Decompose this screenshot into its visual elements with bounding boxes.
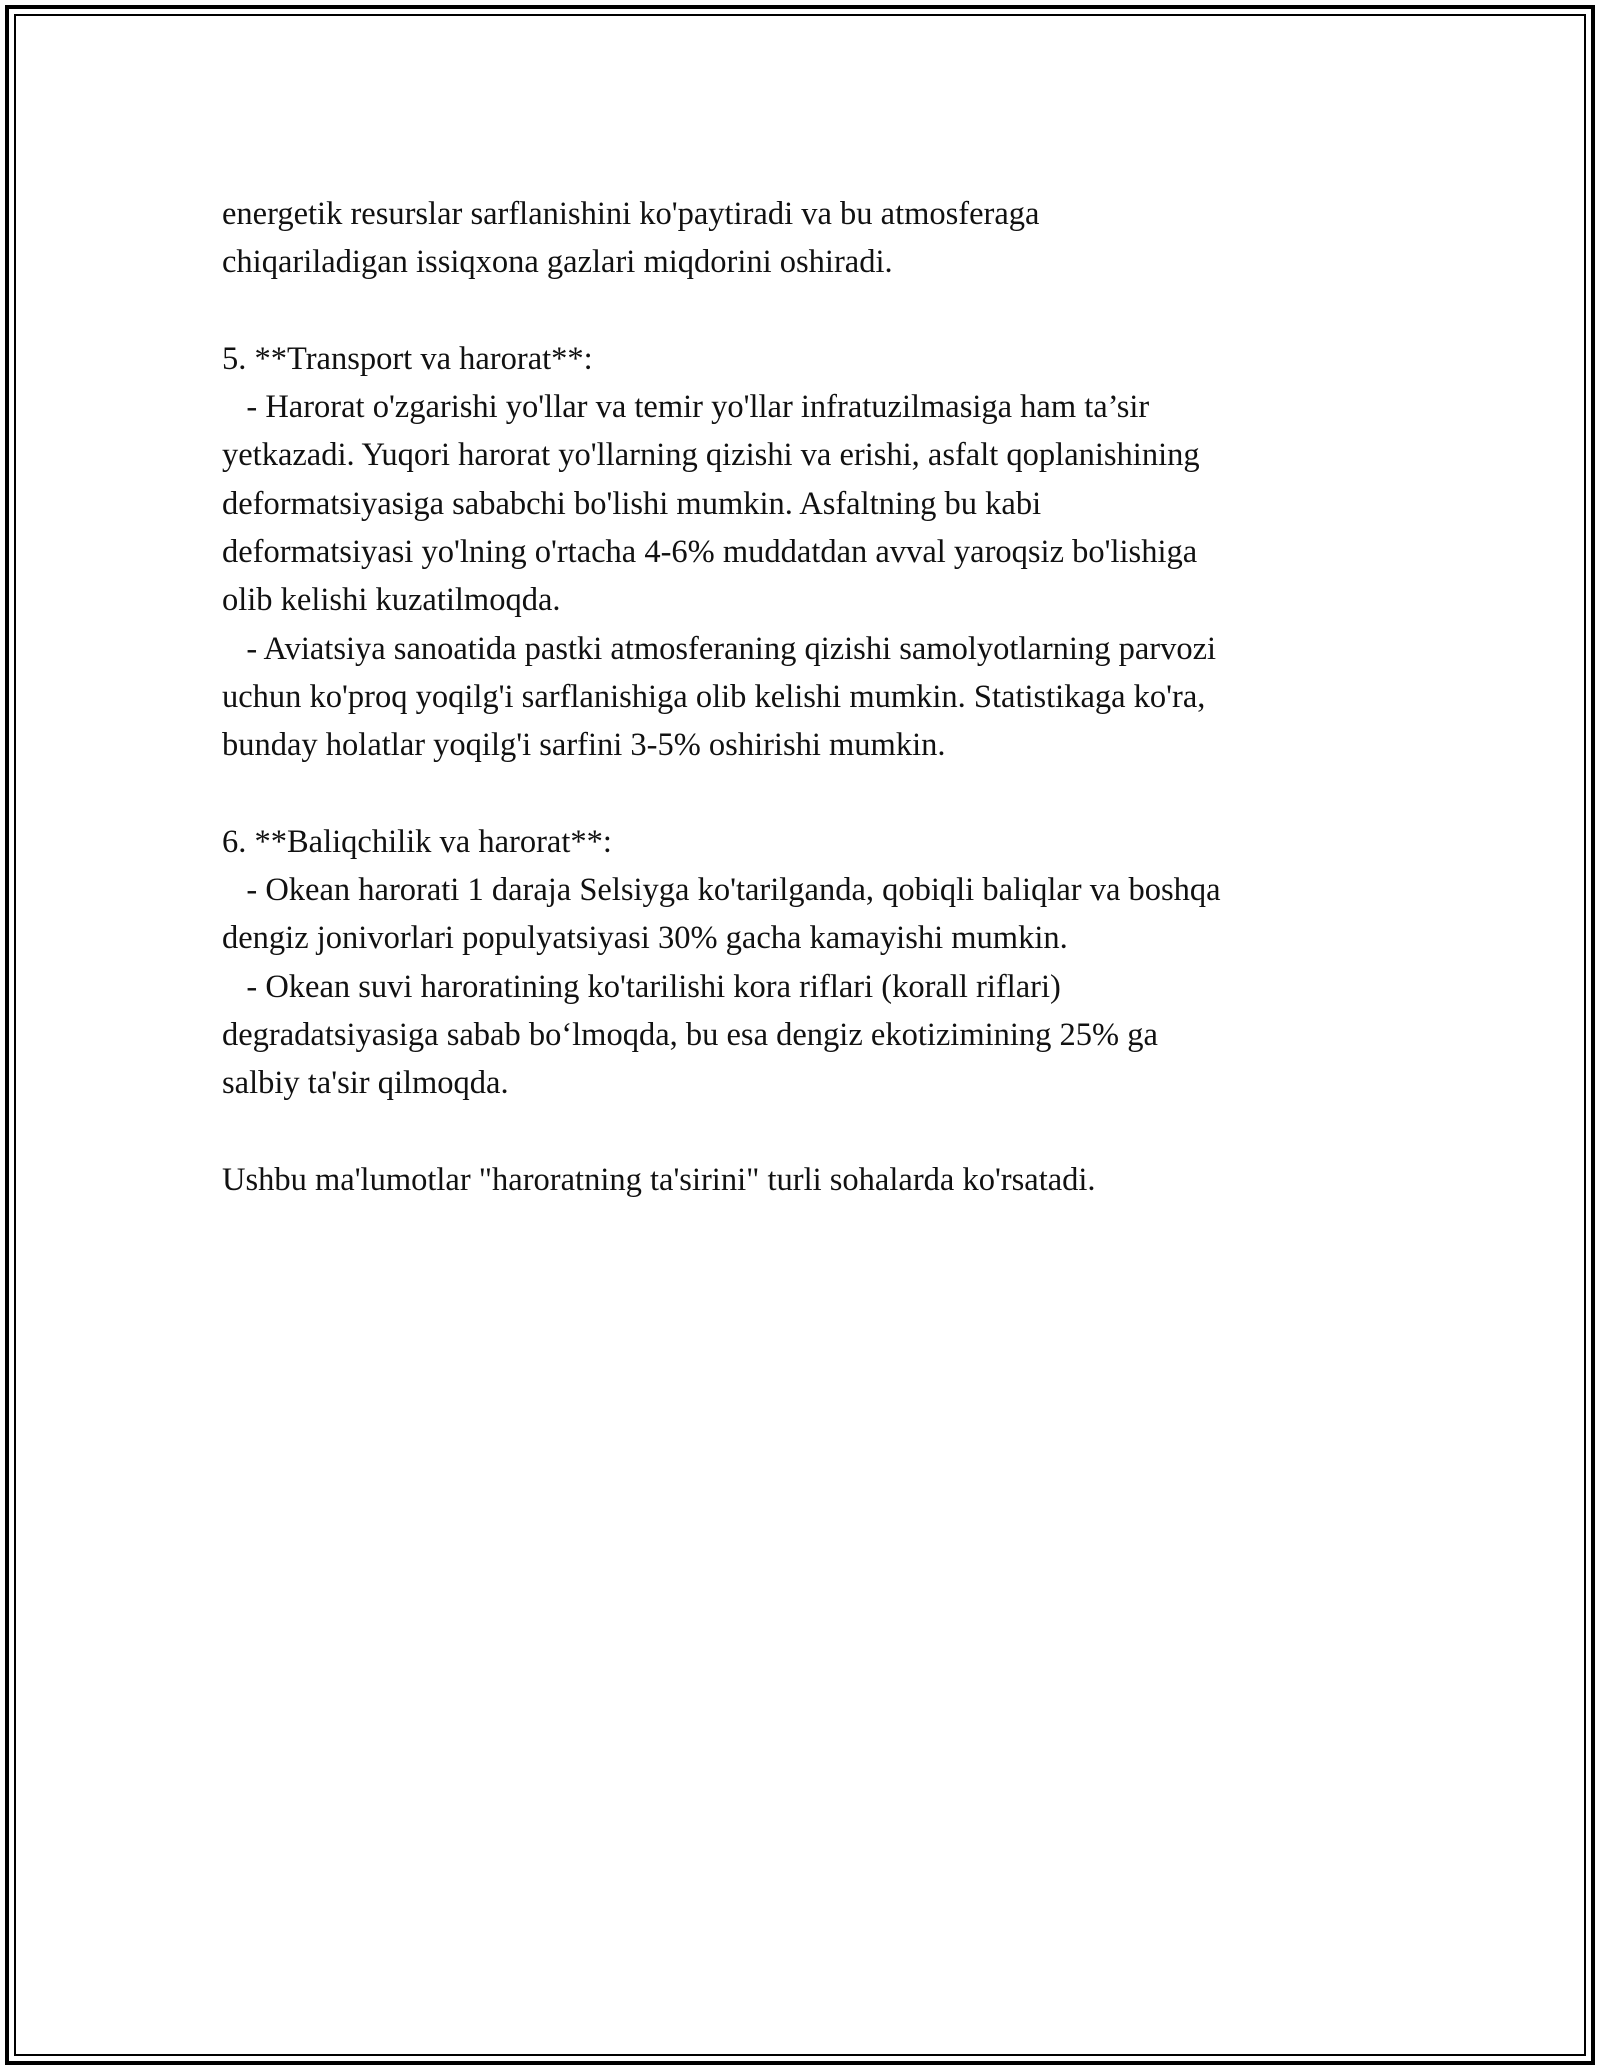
paragraph-gap — [222, 1108, 1422, 1156]
text-line: deformatsiyasiga sababchi bo'lishi mumkin. Asfaltning bu kabi — [222, 485, 1042, 522]
text-line: - Harorat o'zgarishi yo'llar va temir yo'llar infratuzilmasiga ham ta’sir — [222, 389, 1150, 426]
text-line: - Okean suvi haroratining ko'tarilishi kora riflari (korall riflari) — [222, 968, 1061, 1005]
section-heading-transport: 5. **Transport va harorat**: — [222, 340, 593, 377]
paragraph-gap — [222, 287, 1422, 335]
document-body — [222, 190, 1422, 1204]
paragraph-gap — [222, 770, 1422, 818]
closing-line: Ushbu ma'lumotlar "haroratning ta'sirini" turli sohalarda ko'rsatadi. — [222, 1161, 1096, 1198]
text-line: deformatsiyasi yo'lning o'rtacha 4-6% muddatdan avval yaroqsiz bo'lishiga — [222, 534, 1198, 571]
text-line: dengiz jonivorlari populyatsiyasi 30% gacha kamayishi mumkin. — [222, 920, 1068, 957]
text-line: yetkazadi. Yuqori harorat yo'llarning qizishi va erishi, asfalt qoplanishining — [222, 437, 1200, 474]
text-line: uchun ko'proq yoqilg'i sarflanishiga olib kelishi mumkin. Statistikaga ko'ra, — [222, 678, 1206, 715]
text-line: chiqariladigan issiqxona gazlari miqdorini oshiradi. — [222, 244, 893, 281]
text-line: olib kelishi kuzatilmoqda. — [222, 582, 561, 619]
section-heading-baliqchilik: 6. **Baliqchilik va harorat**: — [222, 823, 612, 860]
text-line: salbiy ta'sir qilmoqda. — [222, 1065, 509, 1102]
text-line: energetik resurslar sarflanishini ko'paytiradi va bu atmosferaga — [222, 196, 1040, 232]
text-line: bunday holatlar yoqilg'i sarfini 3-5% oshirishi mumkin. — [222, 727, 946, 764]
text-line: - Aviatsiya sanoatida pastki atmosferaning qizishi samolyotlarning parvozi — [222, 630, 1217, 667]
text-line: - Okean harorati 1 daraja Selsiyga ko'tarilganda, qobiqli baliqlar va boshqa — [222, 872, 1221, 909]
text-line: degradatsiyasiga sabab bo‘lmoqda, bu esa dengiz ekotizimining 25% ga — [222, 1017, 1158, 1054]
